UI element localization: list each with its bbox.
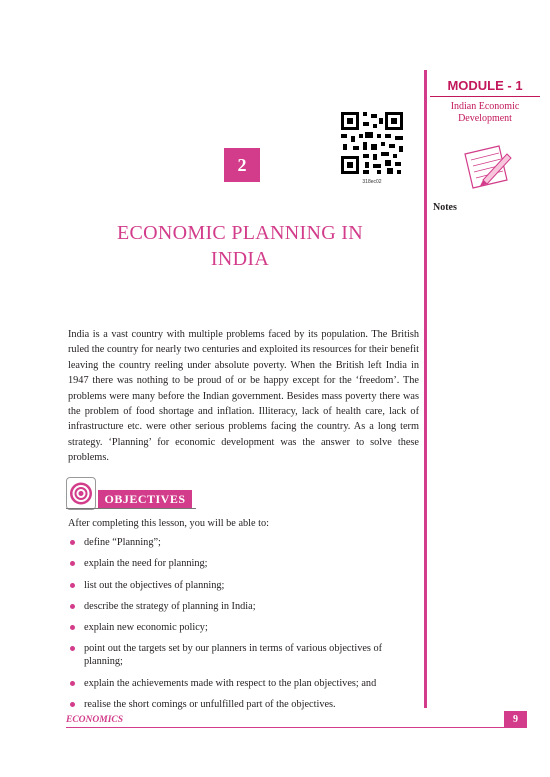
objective-item: explain the achievements made with respect to the plan objectives; and	[68, 677, 419, 690]
module-subtitle-line1: Indian Economic	[450, 101, 520, 112]
objectives-target-icon	[66, 477, 96, 510]
objectives-intro: After completing this lesson, you will be able to:	[68, 518, 270, 529]
objective-item: describe the strategy of planning in India;	[68, 600, 419, 613]
module-subtitle	[430, 101, 540, 125]
objective-item: explain new economic policy;	[68, 621, 419, 634]
chapter-title	[60, 220, 420, 272]
objective-item: list out the objectives of planning;	[68, 579, 419, 592]
qr-caption: 318ec02	[362, 179, 382, 185]
module-title: MODULE - 1	[430, 78, 540, 97]
notes-label: Notes	[433, 202, 457, 213]
chapter-number: 2	[224, 148, 260, 182]
chapter-title-line2: INDIA	[210, 248, 270, 270]
footer-subject: ECONOMICS	[66, 715, 124, 725]
page-number: 9	[504, 711, 527, 727]
objective-item: define “Planning”;	[68, 536, 419, 549]
module-subtitle-line2: Development	[458, 113, 512, 124]
sidebar-divider	[424, 70, 427, 708]
intro-paragraph: India is a vast country with multiple problems faced by its population. The British ruled the country for nearly two centuries and exploited its resources for their benefit leaving the country reeling under absolute poverty. When the British left India in 1947 there was nothing to be proud of or be happy except for the ‘freedom’. The problems were many before the Indian government. Besides mass poverty there was the problem of food shortage and inflation. Illiteracy, lack of health care, lack of infrastructure etc. were other serious problems facing the country. As a long term strategy. ‘Planning’ for economic development was the answer to solve these problems.	[68, 329, 419, 464]
objective-item: point out the targets set by our planners in terms of various objectives of planning;	[68, 642, 419, 668]
objective-item: realise the short comings or unfulfilled part of the objectives.	[68, 698, 419, 711]
footer-rule	[66, 727, 527, 728]
chapter-title-line1: ECONOMIC PLANNING IN	[117, 222, 363, 244]
objectives-heading: OBJECTIVES	[98, 490, 192, 508]
objectives-list	[68, 536, 419, 719]
objectives-rule	[66, 508, 196, 509]
notes-pencil-icon	[455, 140, 515, 200]
objective-item: explain the need for planning;	[68, 557, 419, 570]
qr-code-icon[interactable]	[339, 110, 405, 176]
